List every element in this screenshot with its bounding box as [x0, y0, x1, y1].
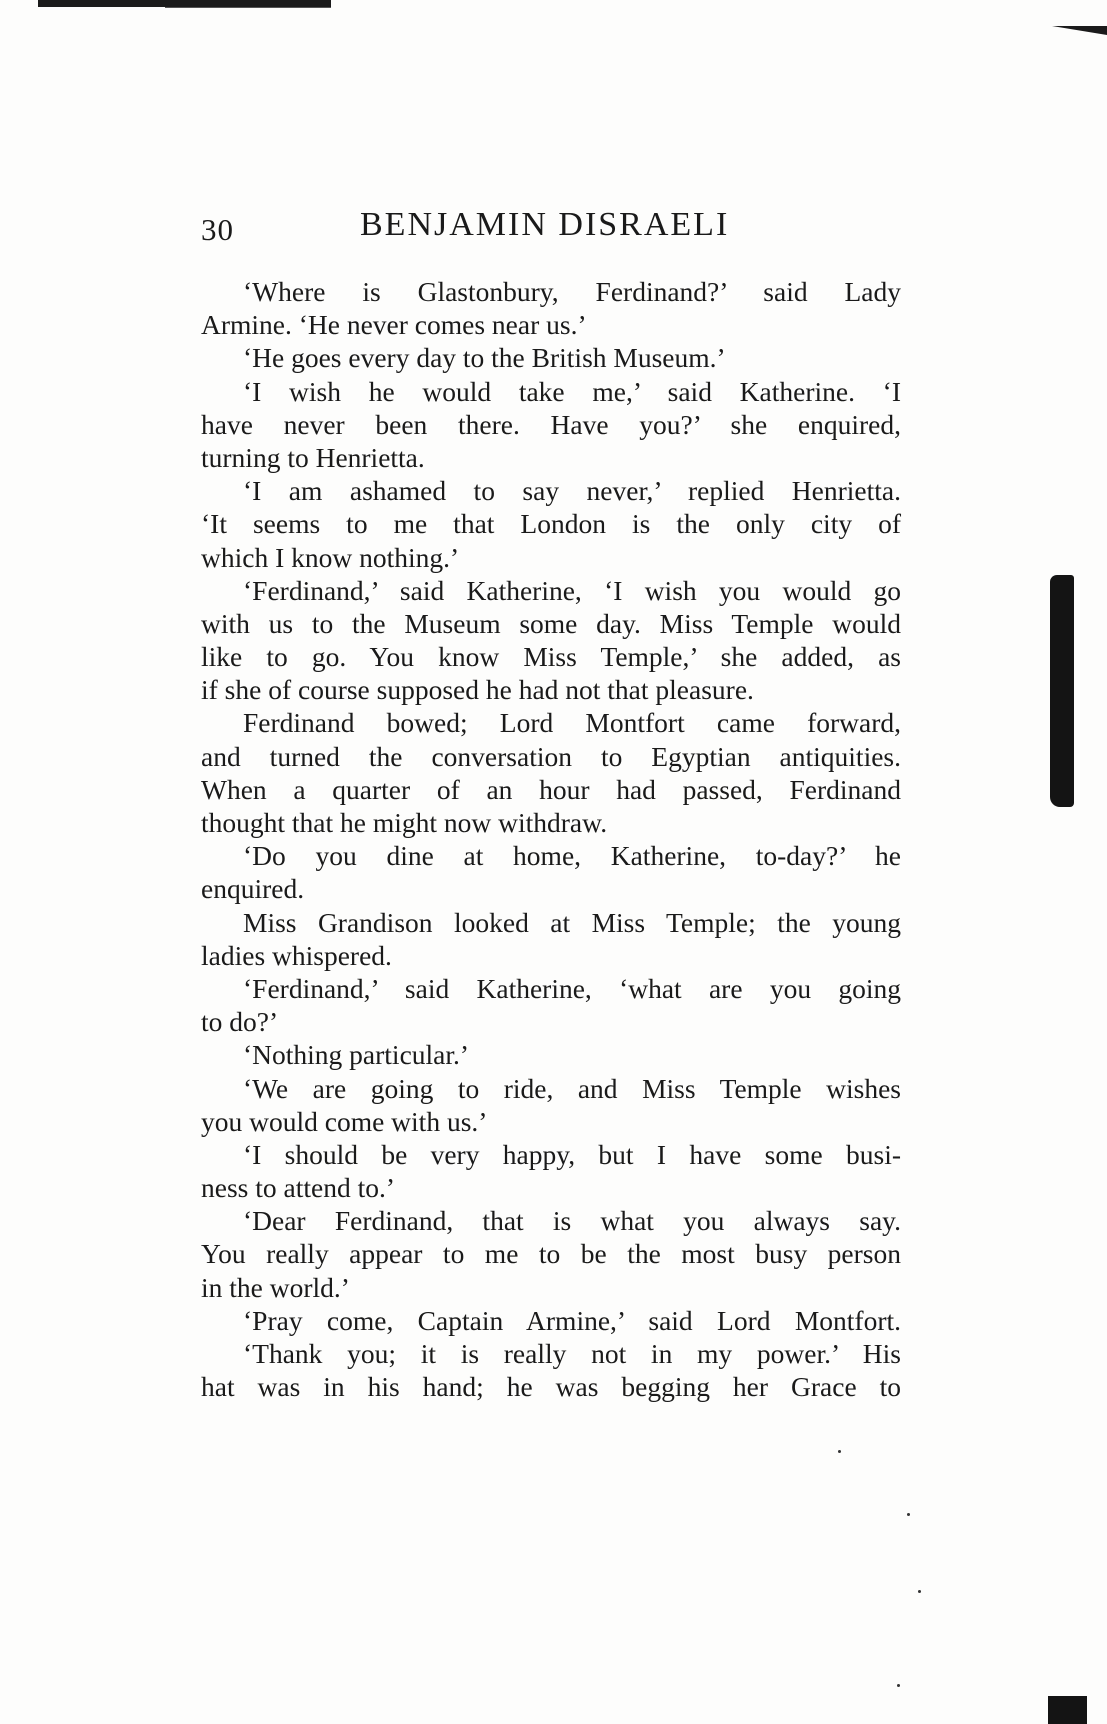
running-head: [201, 206, 901, 256]
text-line: hat was in his hand; he was begging her Grace to: [201, 1371, 901, 1403]
text-line: ‘Dear Ferdinand, that is what you always say.: [243, 1205, 901, 1237]
scan-edge-rule: [38, 0, 331, 7]
scan-speck: [918, 1590, 921, 1593]
text-line: ‘He goes every day to the British Museum.’: [243, 342, 726, 374]
text-line: ‘Ferdinand,’ said Katherine, ‘I wish you would go: [243, 574, 901, 606]
text-line: ‘I am ashamed to say never,’ replied Henrietta.: [243, 475, 901, 507]
text-line: You really appear to me to be the most busy person: [201, 1238, 901, 1270]
body-text: [201, 275, 901, 1403]
text-line: ‘Nothing particular.’: [243, 1039, 470, 1071]
text-line: ‘Ferdinand,’ said Katherine, ‘what are you going: [243, 972, 901, 1004]
text-line: and turned the conversation to Egyptian antiquities.: [201, 740, 901, 772]
text-line: Armine. ‘He never comes near us.’: [201, 309, 587, 341]
text-line: ‘Pray come, Captain Armine,’ said Lord Montfort.: [243, 1304, 901, 1336]
text-line: ‘Do you dine at home, Katherine, to-day?’ he: [243, 840, 901, 872]
text-line: with us to the Museum some day. Miss Temple would: [201, 607, 901, 639]
scan-corner-mark-top: [1052, 26, 1107, 35]
scan-speck: [838, 1450, 841, 1453]
text-line: ness to attend to.’: [201, 1172, 395, 1204]
text-line: ‘I wish he would take me,’ said Katherine. ‘I: [243, 375, 901, 407]
text-line: thought that he might now withdraw.: [201, 807, 608, 838]
text-line: have never been there. Have you?’ she enquired,: [201, 408, 901, 440]
text-line: ‘We are going to ride, and Miss Temple wishes: [243, 1072, 901, 1104]
running-title: BENJAMIN DISRAELI: [360, 206, 730, 243]
text-line: turning to Henrietta.: [201, 441, 425, 473]
text-line: ‘Thank you; it is really not in my power.’ His: [243, 1338, 901, 1369]
scan-edge-rule-thin: [165, 7, 331, 8]
text-line: Miss Grandison looked at Miss Temple; the young: [243, 906, 901, 938]
text-line: ‘I should be very happy, but I have some busi-: [243, 1138, 901, 1170]
text-line: like to go. You know Miss Temple,’ she added, as: [201, 641, 901, 673]
text-line: to do?’: [201, 1006, 279, 1038]
text-line: you would come with us.’: [201, 1105, 488, 1137]
text-line: which I know nothing.’: [201, 541, 460, 573]
scan-speck: [897, 1684, 900, 1687]
text-line: in the world.’: [201, 1271, 350, 1303]
scan-speck: [907, 1513, 910, 1516]
text-line: enquired.: [201, 873, 305, 905]
text-line: When a quarter of an hour had passed, Ferdinand: [201, 773, 901, 805]
page-number: 30: [201, 212, 234, 247]
text-line: ‘Where is Glastonbury, Ferdinand?’ said Lady: [243, 276, 901, 307]
text-line: if she of course supposed he had not that pleasure.: [201, 674, 754, 706]
scan-corner-mark-bottom: [1048, 1696, 1087, 1724]
text-line: ‘It seems to me that London is the only city of: [201, 508, 901, 540]
text-line: Ferdinand bowed; Lord Montfort came forward,: [243, 707, 901, 739]
scan-edge-shadow: [1050, 575, 1074, 807]
text-line: ladies whispered.: [201, 939, 392, 971]
